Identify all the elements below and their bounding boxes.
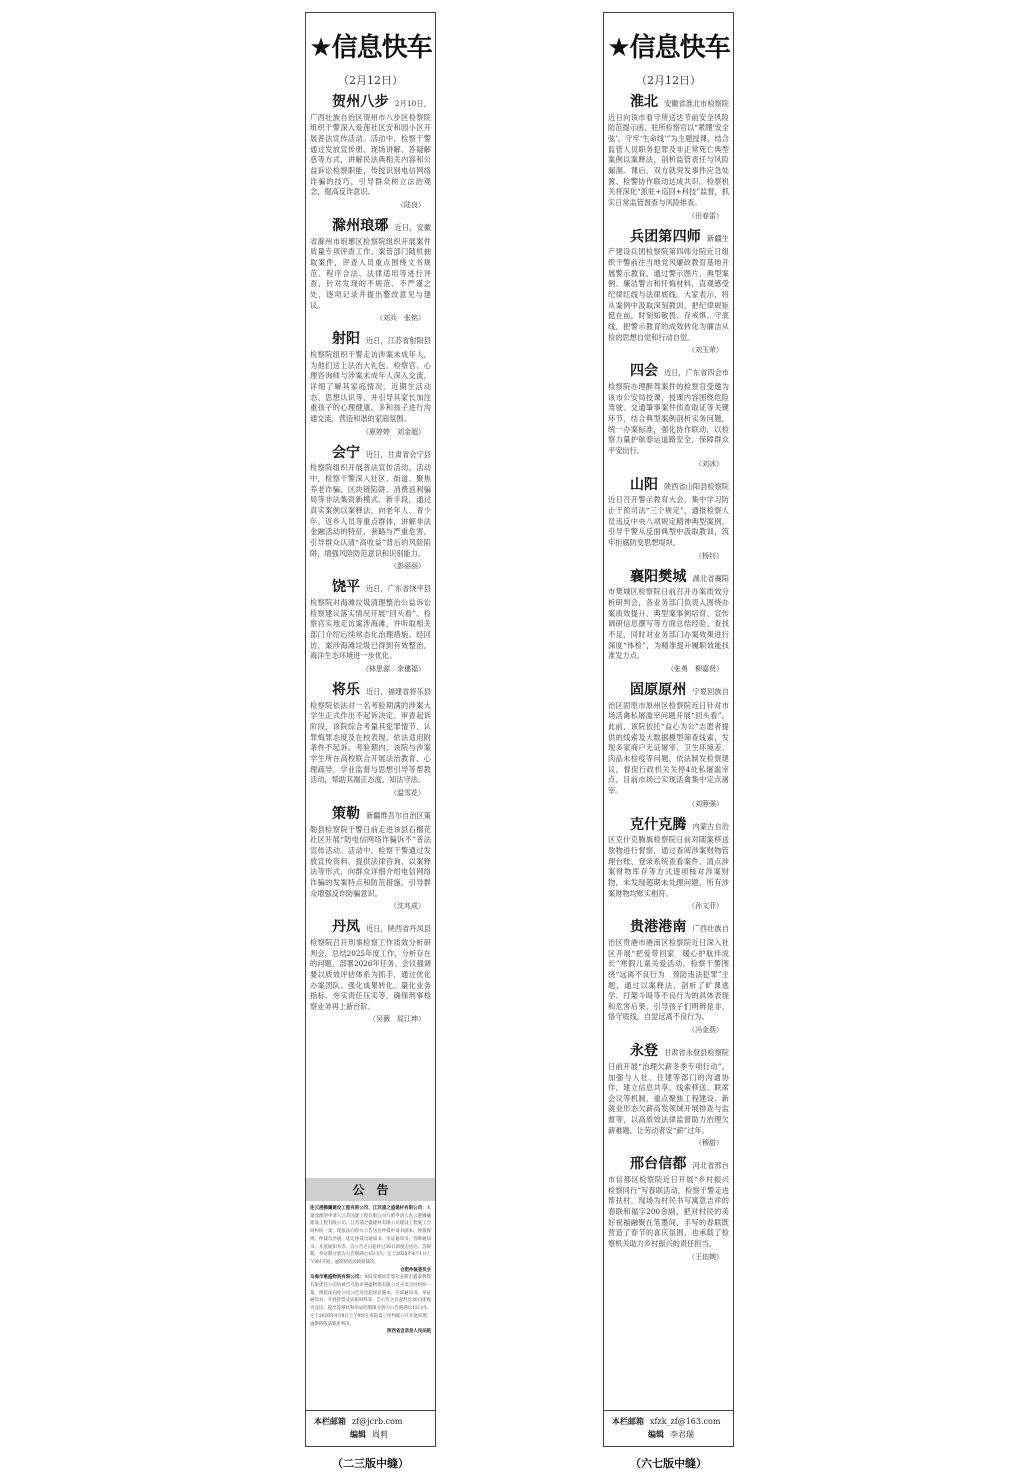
- left-articles: [306, 88, 435, 1024]
- news-item-text: [608, 475, 729, 549]
- notice-text: [310, 1274, 431, 1328]
- footer-email-label: 本栏邮箱: [612, 1417, 644, 1426]
- news-item-body: 陕西省山阳县检察院近日召开警示教育大会，集中学习防止干预司法“三个规定”，通报检察人员违反中央八项规定精神典型案例，引导干警从反面典型中汲取教训，筑牢拒腐防变思想堤坝。: [608, 481, 729, 547]
- right-caption: （六七版中缝）: [630, 1457, 707, 1470]
- news-item-text: [310, 804, 431, 899]
- news-item-text: [608, 567, 729, 662]
- news-item: [608, 475, 729, 561]
- news-item-byline: （杨钊）: [695, 551, 723, 560]
- news-item: [310, 329, 431, 436]
- news-item-body: 近日，安徽省滁州市琅琊区检察院组织开展案件质量专项评查工作。案管部门随机抽取案件，评查人员重点围绕文书规范、程序合法、法律适用等进行评查，针对发现的不规范、不严谨之处，逐项记录并提出整改意见与建议。: [310, 222, 431, 310]
- news-item-body: 河北省邢台市信都区检察院近日开展“乡村振兴 检察同行”写春联活动，检察干警走进帮扶村，现场为村民书写寓意吉祥的春联和福字200余副，把对村民的美好祝福融聚在笔墨间，手写的春联既营造了春节的喜庆氛围，也承载了检察机关助力乡村振兴的责任担当。: [608, 1161, 737, 1249]
- footer-email[interactable]: xfzk_zf@163.com: [650, 1417, 721, 1426]
- news-item: [310, 680, 431, 798]
- news-item-headline: 将乐: [332, 681, 361, 698]
- news-item-byline: （田春雷）: [688, 211, 723, 220]
- news-item-text: [608, 815, 729, 900]
- notice-body: [306, 1201, 435, 1340]
- news-item-text: [608, 1154, 737, 1249]
- footer-editor: 周莉: [372, 1430, 388, 1439]
- news-item-headline: 会宁: [332, 444, 361, 461]
- footer-email-line: [612, 1416, 727, 1427]
- footer-email[interactable]: zf@jcrb.com: [352, 1417, 403, 1426]
- news-item-headline: 滁州琅琊: [332, 217, 389, 234]
- news-item-byline: （温雪花）: [390, 788, 425, 797]
- news-item-headline: 山阳: [630, 476, 659, 493]
- news-item: [310, 443, 431, 572]
- news-item-text: [608, 1041, 729, 1136]
- news-item-headline: 永登: [630, 1043, 659, 1060]
- news-item: [608, 361, 729, 468]
- news-item-headline: 淮北: [630, 94, 659, 110]
- news-item-body: 近日，福建省将乐县检察院依法对一名考验期满的涉案大学生正式作出不起诉决定。审查起诉阶段，该院综合考量其犯罪情节、认罪悔罪态度及在校表现，依法适用附条件不起诉。考验期内，该院与涉案学生所在高校联合开展法治教育、心理疏导，学业监督与思想引导等帮教活动，帮助其端正态度、知法守法。: [310, 686, 431, 785]
- left-column-footer: [306, 1410, 435, 1446]
- news-item-text: [608, 680, 729, 797]
- news-item-text: [608, 361, 729, 456]
- news-item-byline: （吴薇 屈江坤）: [369, 1015, 425, 1024]
- notice-signature: 合肥仲裁委员会: [400, 1267, 431, 1273]
- news-item-byline: （林思源 余穗福）: [362, 664, 425, 673]
- right-column-title: ★信息快车: [607, 33, 730, 63]
- notice-item: [310, 1205, 431, 1274]
- left-caption: （二三版中缝）: [332, 1457, 409, 1470]
- news-item: [310, 917, 431, 1024]
- news-item-text: [608, 92, 729, 209]
- news-item-body: 近日，广东省饶平县检察院对海滩垃圾清理整治公益诉讼检察建议落实情况开展“回头看”。检察官实地走访案涉海滩，并听取相关部门介绍后续常态化治理措施。经回访，案涉海滩垃圾已得到有效整治，海洋生态环境进一步优化。: [310, 584, 431, 661]
- news-item-byline: （刘冰）: [695, 459, 723, 468]
- news-item-byline: （沈兆成）: [390, 902, 425, 911]
- news-item-byline: （张勇 柳嘉贤）: [667, 664, 723, 673]
- news-item-byline: （孙文菲）: [688, 902, 723, 911]
- news-item-body: 近日，广东省四会市检察院办理醉驾案件的检察官受邀为该市公安局授课，授课内容围绕危险驾驶、交通肇事案件侦查取证等关键环节，结合典型案例剖析实务问题，统一办案标准，强化协作联动，以检察力量护航春运道路安全，保障群众平安出行。: [608, 368, 729, 455]
- news-item-headline: 邢台信都: [630, 1156, 687, 1173]
- footer-editor-line: [612, 1429, 727, 1440]
- news-item-byline: （冯金燕）: [688, 1026, 723, 1035]
- news-item-headline: 四会: [630, 363, 659, 380]
- news-item-body: 近日，陕西省丹凤县检察院召开刑事检察工作质效分析研判会，总结2025年度工作，分析存在的问题，部署2026年任务。会议强调要以质效评估体系为抓手，通过优化办案团队、强化成果转化、量化业务指标、夯实责任压实等，确保刑事检察业务再上新台阶。: [310, 924, 431, 1011]
- news-item-headline: 贺州八步: [332, 94, 389, 110]
- news-item-body: 湖北省襄阳市樊城区检察院日前召开办案质效分析研判会，各业务部门负责人围绕办案质效提升、典型案事例培育、宣传调研信息撰写等方面总结经验、查找不足，同时对业务部门办案效果进行深度“体检”，为精准提升履职效能找准发力点。: [608, 573, 729, 661]
- news-item: [608, 227, 729, 356]
- news-item-body: 广西壮族自治区贵港市港南区检察院近日深入社区开展“把爱带回家 暖心护航伴成长”寒假儿童关爱活动，检察干警围绕“远离不良行为 预防违法犯罪”主题，通过以案释法，剖析了旷课逃学、打架斗殴等不良行为的具体表现和危害后果，引导孩子们明辨是非、恪守底线，自觉远离不良行为。: [608, 924, 729, 1022]
- news-item-text: [310, 216, 431, 311]
- news-item: [310, 92, 431, 210]
- footer-email-label: 本栏邮箱: [314, 1417, 346, 1426]
- news-item-headline: 饶平: [332, 579, 361, 596]
- news-item: [608, 567, 729, 674]
- notice-company: 连云港腾骧建设工程有限公司、江苏浦之盛建材有限公司：: [310, 1206, 427, 1211]
- news-item-byline: （刘兵 张铭）: [376, 314, 425, 323]
- news-item-byline: （陆良）: [397, 200, 425, 209]
- news-item: [310, 216, 431, 323]
- news-item: [310, 577, 431, 674]
- news-item-body: 近日，甘肃省会宁县检察院组织开展普法宣传活动。活动中，检察干警深入社区、街道、聚焦养老诈骗、区块链陷阱、消费返利骗局等非法集资新模式、新手段，通过真实案例以案释法，向老年人、青少年、返乡人员等重点群体，讲解非法金融活动的特征、套路与严重危害，引导群众认清“高收益”背后的风险陷阱，增强风险防范意识和识别能力。: [310, 449, 431, 558]
- news-item: [608, 680, 729, 809]
- news-item-body: 新疆生产建设兵团检察院第四师分院近日组织干警前往当地党风廉政教育基地开展警示教育，通过警示图片、典型案例、廉洁警言和忏悔材料，直观感受纪律红线与法律底线。大家表示，将从案例中汲取深刻教训，把纪律规矩挺在前，时刻知敬畏、存戒惧、守底线，把警示教育的成效转化为廉洁从检的思想自觉和行动自觉。: [608, 233, 729, 342]
- news-item-headline: 固原原州: [630, 681, 687, 698]
- news-item-byline: （穆甜）: [695, 1139, 723, 1148]
- news-item-text: [310, 443, 431, 560]
- news-item-text: [310, 92, 431, 198]
- left-column-date: （2月12日）: [338, 74, 403, 87]
- news-item: [310, 804, 431, 911]
- notice-content: 本案受理的申请人江苏国建工程有限公司与被申请人连云港腾骧建设工程有限公司、江苏浦之盛建材有限公司建设工程施工合同纠纷一案，现依法向你方公告送达仲裁申请书副本、仲裁规则、仲裁员名册、选定仲裁员通知书、举证通知书、答辩通知书、开庭通知书等。自公告之日起经过30日即视为送达。答辩期、举证期分别为公告期满后15日内，定于2026年4月1日上午9时开庭。逾期将依法缺席裁决。: [310, 1206, 431, 1265]
- news-item-headline: 丹凤: [332, 919, 361, 936]
- news-item-text: [608, 227, 729, 344]
- news-item-text: [310, 680, 431, 786]
- news-item-body: 2月10日，广西壮族自治区贺州市八步区检察院组织干警深入爱莲社区安和园小区开展普法宣传活动。活动中，检察干警通过发放宣传册、现场讲解、答疑解惑等方式，讲解民法典相关内容和公益诉讼检察职能，传授识别电信网络诈骗的技巧，引导群众树立法治观念，提高反诈意识。: [310, 99, 431, 197]
- news-item-text: [310, 329, 431, 424]
- notice-text: [310, 1205, 431, 1267]
- news-item-headline: 贵港港南: [630, 919, 687, 936]
- right-column-date: （2月12日）: [636, 74, 701, 87]
- notice-signature: 陕西省宜君县人民法院: [387, 1329, 431, 1335]
- news-item-headline: 襄阳樊城: [630, 568, 687, 585]
- news-item-body: 安徽省淮北市检察院近日向该市看守所送达节前安全风险防范提示函，驻所检察官以“紧绷‘安全弦’、守牢‘生命线’”为主题授课，结合监管人员职务犯罪及非正常死亡典型案例以案释法，剖析监管责任与风险漏洞。课后，双方就突发事件应急处置、检警协作联动达成共识。检察机关将深化“派驻+巡回+科技”监督，抓实日常监管督查与风险排查。: [608, 99, 729, 207]
- news-item-byline: （刘玉荣）: [688, 346, 723, 355]
- footer-editor-line: [314, 1429, 429, 1440]
- news-item-headline: 策勒: [332, 805, 361, 822]
- news-item-body: 甘肃省永登县检察院日前开展“治理欠薪冬季专项行动”，加强与人社、住建等部门的沟通协作，建立信息共享、线索移送、联席会议等机制，重点聚焦工程建设、新就业形态欠薪高发领域开展排查与监督等，以高质效法律监督助力治理欠薪难题，让劳动者安“薪”过年。: [608, 1048, 729, 1135]
- news-item-text: [310, 577, 431, 662]
- news-item-text: [310, 917, 431, 1012]
- notice-content: 本院受理原告鄂尔多斯市鑫泰物资有限责任公司诉被告乌海市惠盛物资有限公司买卖合同纠纷一案，现依法向你公司公告送达起诉状副本、应诉通知书、举证通知书、开庭传票及证据材料等。自公告之日起经过30日即视为送达。提出答辩状和举证的期限分别为公告期满后15日内。定于2026年4月8日上午9时在本院第三审判庭公开开庭审理，逾期将依法缺席判决。: [310, 1275, 431, 1327]
- footer-editor: 李君瑞: [670, 1430, 694, 1439]
- news-item: [608, 92, 729, 221]
- news-item-byline: （夏婷婷 刘金超）: [362, 427, 425, 436]
- notice-company: 乌海市惠盛物资有限公司：: [310, 1275, 364, 1281]
- right-articles: [604, 88, 737, 1262]
- news-item-byline: （彭丽丽）: [390, 562, 425, 571]
- notice-section: [306, 1178, 435, 1340]
- right-column: [603, 12, 737, 1447]
- right-column-header: [604, 13, 733, 88]
- left-column-header: [306, 13, 435, 88]
- footer-editor-label: 编辑: [350, 1430, 366, 1439]
- notice-item: [310, 1274, 431, 1336]
- news-item: [608, 1041, 729, 1148]
- right-column-footer: [604, 1410, 733, 1446]
- news-item-byline: （刘蓉强）: [688, 799, 723, 808]
- news-item: [608, 815, 729, 912]
- news-item-body: 宁夏回族自治区固原市原州区检察院近日针对市场活禽私屠滥宰问题开展“回头看”。此前，该院依托“益心为公”志愿者提供的线索及大数据模型筛查线索，发现多家商户无证屠宰、卫生环境差、肉品未检疫等问题，依法制发检察建议，督促行政机关关停4处私屠滥宰点，目前市场已实现活禽集中定点屠宰。: [608, 686, 729, 795]
- news-item: [608, 917, 729, 1035]
- news-item: [608, 1154, 737, 1261]
- news-item-headline: 射阳: [332, 331, 361, 348]
- left-column: [305, 12, 436, 1447]
- footer-email-line: [314, 1416, 429, 1427]
- news-item-byline: （王依婉）: [688, 1252, 723, 1261]
- footer-editor-label: 编辑: [648, 1430, 664, 1439]
- notice-title: 公 告: [306, 1178, 435, 1201]
- news-item-headline: 兵团第四师: [630, 228, 702, 245]
- news-item-text: [608, 917, 729, 1023]
- news-item-headline: 克什克腾: [630, 816, 687, 833]
- news-item-body: 内蒙古自治区克什克腾旗检察院日前对随案移送款物进行督察，通过查阅涉案财物管理台账、登录系统查看案件、清点涉案财物库存等方式逐项核对涉案财物，未发现超期未处理问题，所有涉案财物均账实相符。: [608, 821, 729, 898]
- left-column-title: ★信息快车: [309, 33, 432, 63]
- news-item-body: 近日，江苏省射阳县检察院组织干警走访涉案未成年人，为他们送上法治大礼包。检察官、心理咨询师与涉案未成年人深入交流，详细了解其家庭情况、近期生活动态、思想认识等，并引导其家长加注重孩子的心理健康，多和孩子进行沟通交流，营造和谐的家庭氛围。: [310, 336, 431, 423]
- news-item-body: 新疆维吾尔自治区策勒县检察院干警日前走进该县石榴花社区开展“防电信网络诈骗诉不”普法宣传活动。活动中，检察干警通过发放宣传资料、提供法律咨询、以案释法等形式，向群众详细介绍电信网络诈骗的发案特点和防范措施，引导群众增强反诈防骗意识。: [310, 810, 431, 898]
